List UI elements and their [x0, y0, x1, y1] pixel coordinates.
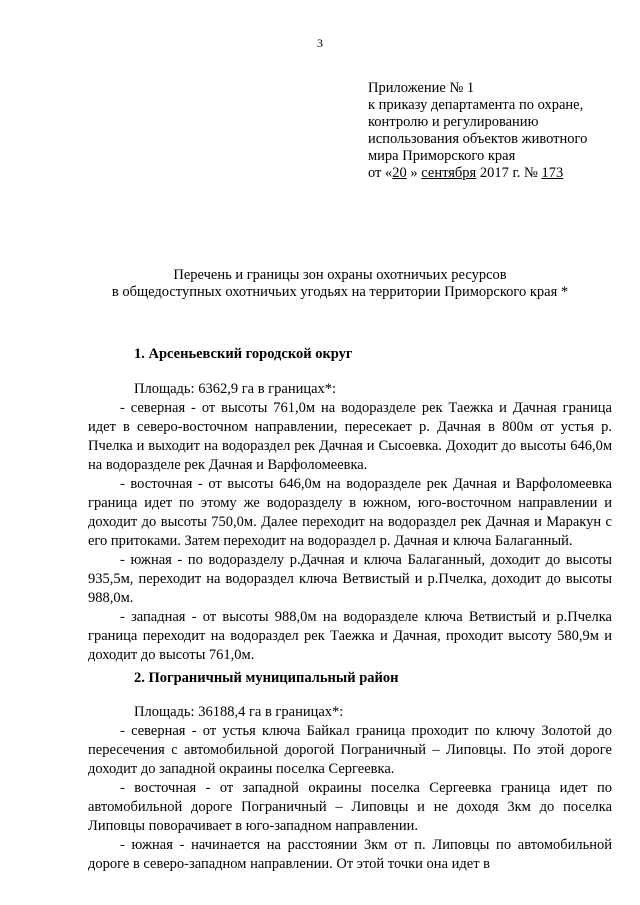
date-mid: » [406, 165, 422, 181]
date-year: 2017 г. № [476, 165, 542, 181]
boundary-south: - южная - по водоразделу р.Дачная и ключа Балаганный, доходит до высоты 935,5м, переходит на водораздел ключа Ветвистый и р.Пчелка, доходит до высоты 988,0м. [88, 552, 612, 606]
date-prefix: от « [368, 165, 393, 181]
boundary-west: - западная - от высоты 988,0м на водоразделе ключа Ветвистый и р.Пчелка граница переходит на водораздел рек Таежка и Дачная, проходит высоту 580,9м и доходит до высоты 761,0м. [88, 609, 612, 663]
title-line: в общедоступных охотничьих угодьях на территории Приморского края * [111, 284, 569, 300]
appendix-block [368, 80, 587, 182]
boundary-east: - восточная - от высоты 646,0м на водоразделе рек Дачная и Варфоломеевка граница идет по этому же водоразделу в южном, юго-восточном направлении и доходит до высоты 750,0м. Далее переходит на водораздел рек Дачная и Маракун с его притоками. Затем переходит на водораздел р. Дачная и ключа Балаганный. [88, 476, 612, 549]
boundary-east: - восточная - от западной окраины поселка Сергеевка граница идет по автомобильной дороге Пограничный – Липовцы и не доходя 3км до поселка Липовцы поворачивает в юго-западном направлении. [88, 780, 612, 834]
order-number: 173 [541, 165, 564, 181]
section-heading: 1. Арсеньевский городской округ [134, 346, 353, 362]
boundary-south: - южная - начинается на расстоянии 3км от п. Липовцы по автомобильной дороге в северо-западном направлении. От этой точки она идет в [88, 837, 612, 872]
appendix-line: использования объектов животного [368, 131, 588, 147]
date-month: сентября [421, 165, 477, 181]
section-heading: 2. Пограничный муниципальный район [134, 670, 399, 686]
boundary-north: - северная - от высоты 761,0м на водоразделе рек Таежка и Дачная граница идет в северо-восточном направлении, пересекает р. Дачная в 800м от устья р. Пчелка и выходит на водораздел рек Дачная и Сысоевка. Доходит до высоты 646,0м на водоразделе рек Дачная и Варфоломеевка. [88, 400, 612, 473]
appendix-line: к приказу департамента по охране, [368, 97, 584, 113]
page-number: 3 [317, 36, 323, 50]
appendix-line: контролю и регулированию [368, 114, 539, 130]
document-title [60, 267, 620, 301]
date-day: 20 [392, 165, 407, 181]
section-body [88, 722, 612, 874]
appendix-line: мира Приморского края [368, 148, 516, 164]
boundary-north: - северная - от устья ключа Байкал граница проходит по ключу Золотой до пересечения с автомобильной дорогой Пограничный – Липовцы. По этой дороге доходит до западной окраины поселка Сергеевка. [88, 723, 612, 777]
section-area: Площадь: 36188,4 га в границах*: [134, 704, 344, 720]
section-area: Площадь: 6362,9 га в границах*: [134, 381, 337, 397]
section-body [88, 399, 612, 665]
title-line: Перечень и границы зон охраны охотничьих ресурсов [173, 267, 507, 283]
appendix-date-line [368, 165, 587, 182]
appendix-line: Приложение № 1 [368, 80, 475, 96]
